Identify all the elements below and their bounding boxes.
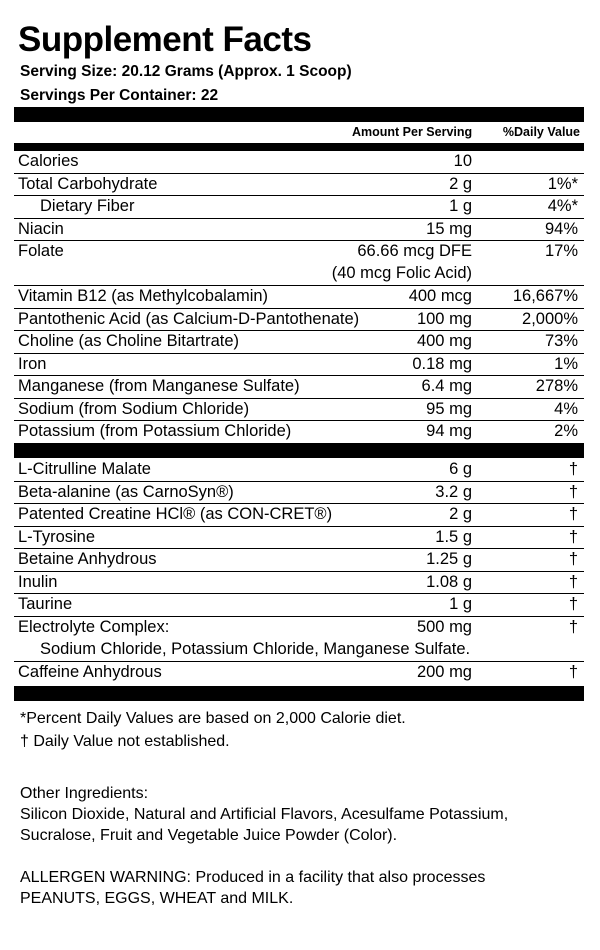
table-row [14, 617, 584, 662]
row-amount: 15 mg [426, 219, 472, 238]
daily-value-header: %Daily Value [502, 125, 580, 139]
percent-dv-footnote: *Percent Daily Values are based on 2,000 Calorie diet. [20, 710, 406, 727]
row-amount: 94 mg [426, 422, 472, 440]
table-row [14, 549, 584, 572]
row-name: Patented Creatine HCl® (as CON-CRET®) [18, 505, 333, 523]
row-daily-value: 1%* [547, 174, 578, 193]
other-ingredients-line: Sucralose, Fruit and Vegetable Juice Powder (Color). [20, 827, 398, 844]
table-row [14, 286, 584, 309]
row-subingredients: Sodium Chloride, Potassium Chloride, Manganese Sulfate. [40, 639, 471, 658]
ingredient-table [14, 459, 584, 684]
row-name: Caffeine Anhydrous [18, 662, 162, 681]
row-daily-value: † [568, 550, 578, 568]
row-daily-value: † [568, 482, 578, 501]
row-amount: 3.2 g [435, 482, 472, 501]
dagger-footnote: † Daily Value not established. [20, 733, 230, 750]
row-name: Folate [18, 242, 64, 260]
row-name: L-Tyrosine [18, 527, 96, 546]
row-name: Dietary Fiber [40, 197, 135, 215]
servings-per-container: Servings Per Container: 22 [20, 87, 219, 104]
row-daily-value: 1% [554, 354, 578, 373]
row-daily-value: 2% [554, 422, 578, 440]
row-daily-value: † [568, 460, 578, 478]
row-amount: 1.08 g [426, 572, 472, 591]
table-row [14, 572, 584, 595]
table-row [14, 482, 584, 505]
allergen-line: PEANUTS, EGGS, WHEAT and MILK. [20, 890, 294, 907]
thick-divider-middle [14, 443, 584, 458]
table-row [14, 151, 584, 174]
row-amount: 1.25 g [426, 550, 472, 568]
row-amount: 6.4 mg [421, 377, 472, 395]
row-name: Vitamin B12 (as Methylcobalamin) [18, 287, 269, 305]
row-amount: 1.5 g [435, 527, 472, 546]
other-ingredients [20, 783, 585, 846]
row-name: Iron [18, 354, 47, 373]
row-daily-value: 16,667% [512, 287, 578, 305]
row-amount: 66.66 mcg DFE [357, 242, 472, 260]
serving-size: Serving Size: 20.12 Grams (Approx. 1 Scoop) [20, 63, 352, 80]
row-name: Taurine [18, 595, 73, 613]
row-name: Choline (as Choline Bitartrate) [18, 332, 240, 350]
row-daily-value: † [568, 527, 578, 546]
row-daily-value: 17% [544, 242, 578, 260]
thick-divider-bottom [14, 686, 584, 701]
row-amount: 1 g [449, 197, 472, 215]
table-row [14, 504, 584, 527]
panel-title: Supplement Facts [18, 20, 312, 59]
table-row [14, 376, 584, 399]
row-name: L-Citrulline Malate [18, 460, 151, 478]
row-amount: 500 mg [416, 617, 472, 636]
nutrient-table [14, 151, 584, 444]
row-daily-value: † [568, 662, 578, 681]
row-name: Potassium (from Potassium Chloride) [18, 422, 292, 440]
row-daily-value: 73% [544, 332, 578, 350]
row-name: Betaine Anhydrous [18, 550, 157, 568]
thick-divider-top [14, 107, 584, 122]
row-daily-value: † [568, 617, 578, 636]
table-row [14, 527, 584, 550]
allergen-warning [20, 867, 585, 909]
allergen-line: ALLERGEN WARNING: Produced in a facility that also processes [20, 869, 486, 886]
table-row [14, 421, 584, 444]
table-row [14, 459, 584, 482]
row-amount: 100 mg [416, 309, 472, 328]
row-daily-value: † [568, 595, 578, 613]
row-daily-value: † [568, 572, 578, 591]
row-name: Electrolyte Complex: [18, 617, 170, 636]
table-row [14, 196, 584, 219]
row-amount: 2 g [449, 505, 472, 523]
row-name: Manganese (from Manganese Sulfate) [18, 377, 300, 395]
row-name: Calories [18, 152, 79, 170]
row-daily-value: 2,000% [522, 309, 578, 328]
row-amount: 0.18 mg [412, 354, 472, 373]
row-daily-value: 278% [535, 377, 578, 395]
amount-per-serving-header: Amount Per Serving [352, 125, 473, 139]
row-name: Sodium (from Sodium Chloride) [18, 399, 250, 418]
row-daily-value: 4%* [547, 197, 578, 215]
row-name: Niacin [18, 219, 64, 238]
other-ingredients-line: Silicon Dioxide, Natural and Artificial Flavors, Acesulfame Potassium, [20, 806, 509, 823]
table-row [14, 219, 584, 242]
row-name: Inulin [18, 572, 58, 591]
row-amount: 1 g [449, 595, 472, 613]
row-amount: 10 [453, 152, 472, 170]
row-name: Total Carbohydrate [18, 174, 158, 193]
table-row [14, 662, 584, 685]
row-name: Beta-alanine (as CarnoSyn®) [18, 482, 234, 501]
row-amount-detail: (40 mcg Folic Acid) [331, 264, 472, 282]
row-daily-value: 94% [544, 219, 578, 238]
table-row [14, 354, 584, 377]
thick-divider-header [14, 143, 584, 151]
table-row [14, 399, 584, 422]
row-amount: 200 mg [416, 662, 472, 681]
table-row [14, 331, 584, 354]
row-daily-value: 4% [554, 399, 578, 418]
row-amount: 6 g [449, 460, 472, 478]
row-amount: 95 mg [426, 399, 472, 418]
table-row [14, 594, 584, 617]
table-row [14, 174, 584, 197]
row-daily-value: † [568, 505, 578, 523]
row-name: Pantothenic Acid (as Calcium-D-Pantothenate) [18, 309, 360, 328]
other-ingredients-heading: Other Ingredients: [20, 785, 149, 802]
row-amount: 400 mcg [408, 287, 472, 305]
table-row [14, 241, 584, 286]
row-amount: 400 mg [416, 332, 472, 350]
row-amount: 2 g [449, 174, 472, 193]
table-row [14, 309, 584, 332]
